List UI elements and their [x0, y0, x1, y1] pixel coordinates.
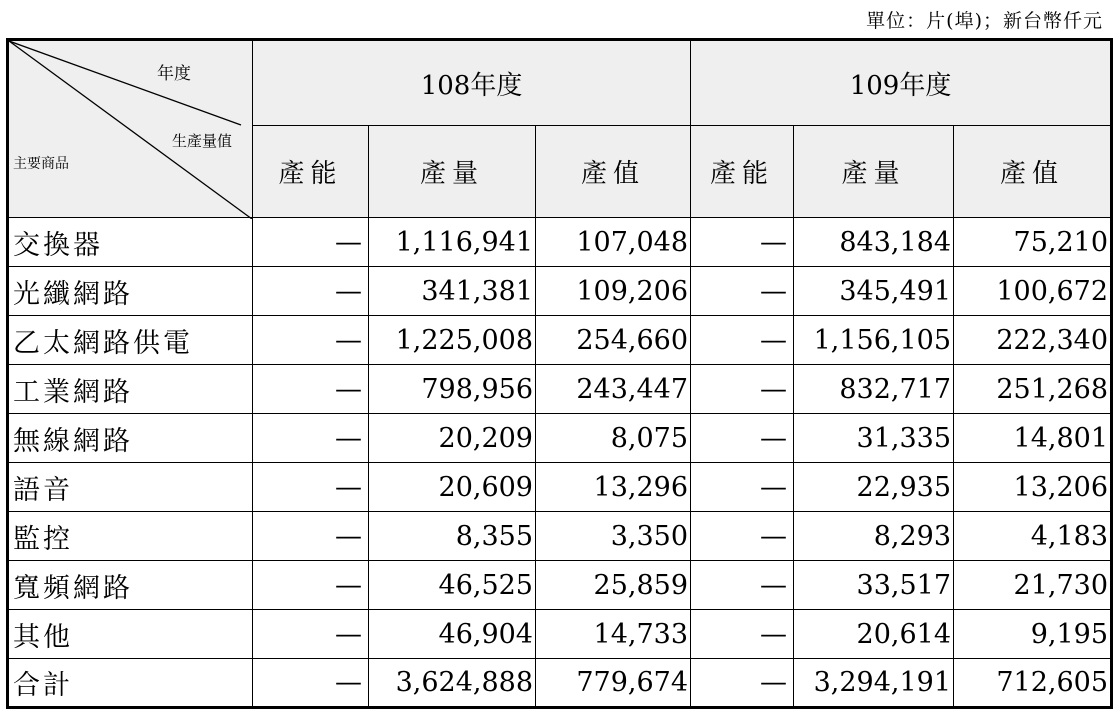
- cell-volume-109: 22,935: [794, 463, 954, 512]
- production-table: [6, 38, 1113, 709]
- corner-year-label: 年度: [157, 64, 191, 84]
- cell-value-109: 13,206: [954, 463, 1112, 512]
- cell-capacity-109: —: [691, 512, 794, 561]
- table-row: [8, 218, 1112, 267]
- cell-value-109: 4,183: [954, 512, 1112, 561]
- cell-volume-109: 843,184: [794, 218, 954, 267]
- table-row: [8, 512, 1112, 561]
- cell-capacity-108: —: [253, 365, 369, 414]
- cell-capacity-108: —: [253, 512, 369, 561]
- col-header-capacity-108: 產能: [253, 126, 369, 218]
- cell-value-108: 107,048: [536, 218, 691, 267]
- table-row: [8, 316, 1112, 365]
- table-body: [8, 218, 1112, 708]
- table-row: [8, 659, 1112, 708]
- cell-value-109: 712,605: [954, 659, 1112, 708]
- col-header-volume-109: 產量: [794, 126, 954, 218]
- cell-capacity-108: —: [253, 561, 369, 610]
- cell-capacity-109: —: [691, 610, 794, 659]
- cell-volume-108: 341,381: [369, 267, 536, 316]
- cell-volume-109: 33,517: [794, 561, 954, 610]
- table-row: [8, 365, 1112, 414]
- row-product-name: 其他: [8, 610, 253, 659]
- cell-capacity-108: —: [253, 316, 369, 365]
- cell-capacity-108: —: [253, 659, 369, 708]
- cell-value-108: 8,075: [536, 414, 691, 463]
- year-header-109: 109年度: [691, 40, 1112, 126]
- cell-capacity-109: —: [691, 463, 794, 512]
- row-product-name: 寬頻網路: [8, 561, 253, 610]
- row-product-name: 語音: [8, 463, 253, 512]
- table-row: [8, 561, 1112, 610]
- cell-value-109: 9,195: [954, 610, 1112, 659]
- cell-capacity-109: —: [691, 218, 794, 267]
- cell-volume-108: 1,225,008: [369, 316, 536, 365]
- cell-capacity-108: —: [253, 267, 369, 316]
- col-header-value-108: 產值: [536, 126, 691, 218]
- cell-value-109: 222,340: [954, 316, 1112, 365]
- cell-capacity-109: —: [691, 267, 794, 316]
- cell-volume-108: 3,624,888: [369, 659, 536, 708]
- cell-volume-108: 46,904: [369, 610, 536, 659]
- cell-value-108: 779,674: [536, 659, 691, 708]
- table-row: [8, 610, 1112, 659]
- cell-value-109: 100,672: [954, 267, 1112, 316]
- row-product-name: 乙太網路供電: [8, 316, 253, 365]
- row-product-name: 交換器: [8, 218, 253, 267]
- table-row: [8, 414, 1112, 463]
- col-header-capacity-109: 產能: [691, 126, 794, 218]
- cell-value-109: 14,801: [954, 414, 1112, 463]
- unit-note: 單位：片(埠)；新台幣仟元: [866, 10, 1103, 32]
- col-header-volume-108: 產量: [369, 126, 536, 218]
- cell-value-109: 21,730: [954, 561, 1112, 610]
- col-header-value-109: 產值: [954, 126, 1112, 218]
- cell-capacity-109: —: [691, 365, 794, 414]
- row-product-name: 工業網路: [8, 365, 253, 414]
- corner-item-label: 主要商品: [13, 156, 69, 172]
- year-header-108: 108年度: [253, 40, 691, 126]
- cell-capacity-108: —: [253, 463, 369, 512]
- row-product-name: 無線網路: [8, 414, 253, 463]
- cell-volume-108: 798,956: [369, 365, 536, 414]
- cell-volume-109: 20,614: [794, 610, 954, 659]
- cell-capacity-109: —: [691, 414, 794, 463]
- cell-volume-109: 8,293: [794, 512, 954, 561]
- cell-volume-109: 31,335: [794, 414, 954, 463]
- cell-volume-108: 8,355: [369, 512, 536, 561]
- table-row: [8, 267, 1112, 316]
- row-product-name: 合計: [8, 659, 253, 708]
- row-product-name: 光纖網路: [8, 267, 253, 316]
- cell-value-108: 254,660: [536, 316, 691, 365]
- cell-capacity-108: —: [253, 414, 369, 463]
- cell-capacity-109: —: [691, 659, 794, 708]
- cell-capacity-108: —: [253, 218, 369, 267]
- cell-value-108: 25,859: [536, 561, 691, 610]
- cell-volume-109: 345,491: [794, 267, 954, 316]
- cell-value-108: 243,447: [536, 365, 691, 414]
- cell-value-108: 14,733: [536, 610, 691, 659]
- cell-volume-108: 20,209: [369, 414, 536, 463]
- cell-value-109: 75,210: [954, 218, 1112, 267]
- corner-value-label: 生產量值: [172, 132, 233, 150]
- cell-value-108: 3,350: [536, 512, 691, 561]
- cell-volume-108: 20,609: [369, 463, 536, 512]
- table-row: [8, 463, 1112, 512]
- cell-volume-109: 832,717: [794, 365, 954, 414]
- cell-volume-108: 1,116,941: [369, 218, 536, 267]
- cell-volume-109: 1,156,105: [794, 316, 954, 365]
- header-corner-cell: [8, 40, 253, 218]
- cell-value-108: 13,296: [536, 463, 691, 512]
- row-product-name: 監控: [8, 512, 253, 561]
- cell-value-109: 251,268: [954, 365, 1112, 414]
- cell-volume-109: 3,294,191: [794, 659, 954, 708]
- cell-capacity-109: —: [691, 316, 794, 365]
- cell-capacity-108: —: [253, 610, 369, 659]
- cell-capacity-109: —: [691, 561, 794, 610]
- cell-volume-108: 46,525: [369, 561, 536, 610]
- cell-value-108: 109,206: [536, 267, 691, 316]
